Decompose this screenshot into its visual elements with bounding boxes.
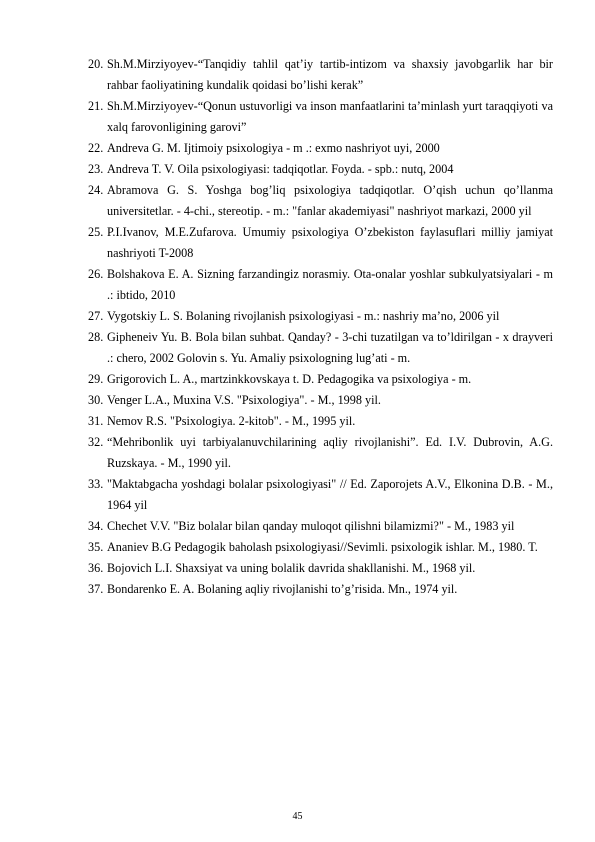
reference-item	[88, 411, 553, 432]
reference-number: 22.	[88, 141, 104, 155]
reference-text: “Mehribonlik uyi tarbiyalanuvchilarining aqliy rivojlanishi”. Ed. I.V. Dubrovin, A.G. Ruzskaya. - M., 1990 yil.	[107, 435, 553, 470]
reference-number: 33.	[88, 477, 104, 491]
reference-text: P.I.Ivanov, M.E.Zufarova. Umumiy psixologiya O’zbekiston faylasuflari milliy jamiyat nashriyoti T-2008	[107, 225, 553, 260]
reference-item	[88, 222, 553, 264]
reference-number: 23.	[88, 162, 104, 176]
reference-text: Bolshakova E. A. Sizning farzandingiz norasmiy. Ota-onalar yoshlar subkulyatsiyalari - m .: ibtido, 2010	[107, 267, 553, 302]
reference-number: 31.	[88, 414, 104, 428]
reference-text: Bojovich L.I. Shaxsiyat va uning bolalik davrida shakllanishi. M., 1968 yil.	[107, 561, 476, 575]
reference-text: Bondarenko E. A. Bolaning aqliy rivojlanishi to’g’risida. Mn., 1974 yil.	[107, 582, 458, 596]
reference-text: Abramova G. S. Yoshga bog’liq psixologiya tadqiqotlar. O’qish uchun qo’llanma universitetlar. - 4-chi., stereotip. - m.: "fanlar akademiyasi" nashriyot markazi, 2000 yil	[107, 183, 553, 218]
reference-text: Andreva G. M. Ijtimoiy psixologiya - m .: exmo nashriyot uyi, 2000	[107, 141, 440, 155]
reference-text: Andreva T. V. Oila psixologiyasi: tadqiqotlar. Foyda. - spb.: nutq, 2004	[107, 162, 454, 176]
reference-item	[88, 558, 553, 579]
reference-number: 20.	[88, 57, 104, 71]
reference-item	[88, 516, 553, 537]
reference-number: 28.	[88, 330, 104, 344]
reference-number: 34.	[88, 519, 104, 533]
reference-number: 30.	[88, 393, 104, 407]
reference-item	[88, 579, 553, 600]
reference-number: 35.	[88, 540, 104, 554]
reference-item	[88, 306, 553, 327]
reference-number: 24.	[88, 183, 104, 197]
reference-item	[88, 264, 553, 306]
reference-number: 37.	[88, 582, 104, 596]
reference-text: Nemov R.S. "Psixologiya. 2-kitob". - M., 1995 yil.	[107, 414, 356, 428]
reference-list	[88, 54, 553, 600]
reference-item	[88, 474, 553, 516]
reference-text: Gipheneiv Yu. B. Bola bilan suhbat. Qanday? - 3-chi tuzatilgan va to’ldirilgan - x drayveri .: chero, 2002 Golovin s. Yu. Amaliy psixologning lug’ati - m.	[107, 330, 553, 365]
reference-number: 32.	[88, 435, 104, 449]
reference-text: Vygotskiy L. S. Bolaning rivojlanish psixologiyasi - m.: nashriy ma’no, 2006 yil	[107, 309, 500, 323]
reference-number: 26.	[88, 267, 104, 281]
reference-text: Venger L.A., Muxina V.S. "Psixologiya". - M., 1998 yil.	[107, 393, 381, 407]
reference-text: Chechet V.V. "Biz bolalar bilan qanday muloqot qilishni bilamizmi?" - M., 1983 yil	[107, 519, 515, 533]
reference-item	[88, 96, 553, 138]
reference-text: Ananiev B.G Pedagogik baholash psixologiyasi//Sevimli. psixologik ishlar. M., 1980. T.	[107, 540, 538, 554]
reference-text: Sh.M.Mirziyoyev-“Qonun ustuvorligi va inson manfaatlarini ta’minlash yurt taraqqiyoti va xalq farovonligining garovi”	[107, 99, 553, 134]
page-number: 45	[292, 811, 303, 822]
reference-text: Grigorovich L. A., martzinkkovskaya t. D. Pedagogika va psixologiya - m.	[107, 372, 472, 386]
reference-item	[88, 327, 553, 369]
reference-item	[88, 432, 553, 474]
reference-item	[88, 369, 553, 390]
reference-item	[88, 390, 553, 411]
reference-item	[88, 180, 553, 222]
reference-number: 27.	[88, 309, 104, 323]
reference-number: 29.	[88, 372, 104, 386]
reference-item	[88, 159, 553, 180]
reference-number: 36.	[88, 561, 104, 575]
reference-number: 25.	[88, 225, 104, 239]
reference-item	[88, 54, 553, 96]
reference-text: Sh.M.Mirziyoyev-“Tanqidiy tahlil qat’iy tartib-intizom va shaxsiy javobgarlik har bir rahbar faoliyatining kundalik qoidasi bo’lishi kerak”	[107, 57, 553, 92]
reference-text: "Maktabgacha yoshdagi bolalar psixologiyasi" // Ed. Zaporojets A.V., Elkonina D.B. - M., 1964 yil	[107, 477, 553, 512]
reference-number: 21.	[88, 99, 104, 113]
reference-item	[88, 138, 553, 159]
reference-item	[88, 537, 553, 558]
